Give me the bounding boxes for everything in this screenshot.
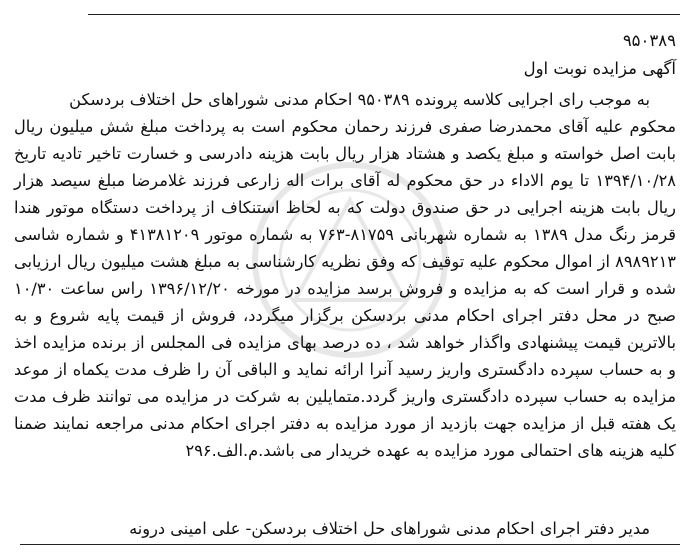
body-line: ۸۹۸۹۲۱۳ از اموال محکوم علیه توقیف که وفق نظریه کارشناسی به مبلغ هشت میلیون ریال ارزیابی — [14, 252, 676, 271]
body-line: ۱۳۹۴/۱۰/۲۸ تا یوم الاداء در حق محکوم له آقای برات اله زارعی فرزند غلامرضا مبلغ سیصد هزار — [14, 171, 676, 190]
body-line: صبح در محل دفتر اجرای احکام مدنی بردسکن برگزار میگردد، فروش از قیمت پایه شروع و به — [14, 306, 676, 325]
body-line: و به حساب سپرده دادگستری واریز رسید آنرا ارائه نماید و الباقی آن را ظرف مدت یکماه از موعد — [14, 360, 676, 379]
body-line: مزایده به حساب سپرده دادگستری واریز گردد.متمایلین به شرکت در مزایده می توانند ظرف مدت — [14, 387, 676, 406]
body-line: ریال بابت هزینه اجرایی در حق صندوق دولت که به لحاظ استنکاف از پرداخت دستگاه موتور هندا — [14, 198, 676, 217]
body-line: کلیه هزینه های احتمالی مورد مزایده به عهده خریدار می باشد.م.الف.۲۹۶ — [185, 441, 676, 460]
body-line: یک هفته قبل از مزایده جهت بازدید از مورد مزایده به دفتر اجرای احکام مدنی مراجعه نمایند ضمنا — [14, 414, 676, 433]
body-line: محکوم علیه آقای محمدرضا صفری فرزند رحمان محکوم است به پرداخت مبلغ شش میلیون ریال — [14, 117, 676, 136]
body-line: شده و قرار است که به مزایده و فروش برسد مزایده در مورخه ۱۳۹۶/۱۲/۲۰ راس ساعت ۱۰/۳۰ — [14, 279, 676, 298]
notice-body — [14, 86, 676, 464]
body-line: به موجب رای اجرایی کلاسه پرونده ۹۵۰۳۸۹ احکام مدنی شوراهای حل اختلاف بردسکن — [69, 90, 650, 109]
body-line: بالاترین قیمت پیشنهادی واگذار خواهد شد ، ده درصد بهای مزایده فی المجلس از برنده مزایده اخذ — [14, 333, 676, 352]
bottom-divider — [20, 544, 680, 545]
body-line: بابت اصل خواسته و مبلغ یکصد و هشتاد هزار ریال بابت هزینه دادرسی و خسارت تاخیر تادیه تاریخ — [14, 144, 676, 163]
body-line: قرمز رنگ مدل ۱۳۸۹ به شماره شهربانی ۸۱۷۵۹-۷۶۳ به شماره موتور ۴۱۳۸۱۲۰۹ و شماره شاسی — [14, 225, 676, 244]
case-number: ۹۵۰۳۸۹ — [622, 31, 676, 50]
top-divider — [88, 14, 680, 15]
notice-title: آگهی مزایده نوبت اول — [523, 59, 676, 78]
signature-line: مدیر دفتر اجرای احکام مدنی شوراهای حل اختلاف بردسکن- علی امینی درونه — [129, 519, 650, 538]
